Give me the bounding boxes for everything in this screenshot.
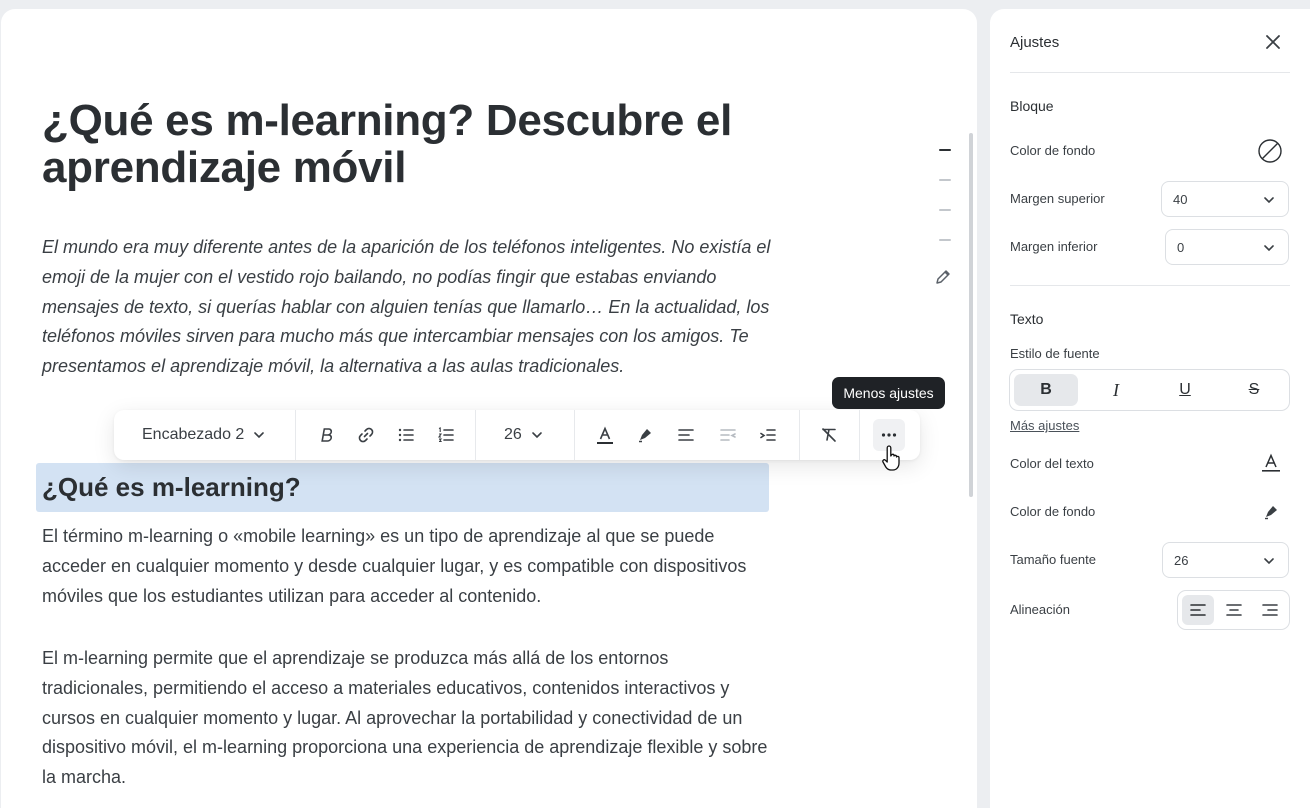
- font-size-label: Tamaño fuente: [1010, 552, 1097, 567]
- font-size-select[interactable]: [1162, 542, 1289, 578]
- link-icon: [356, 425, 376, 445]
- outline-marker-title[interactable]: [939, 149, 951, 151]
- font-size-dropdown[interactable]: [504, 419, 544, 451]
- outline-marker[interactable]: [939, 239, 951, 241]
- tooltip: Menos ajustes: [832, 377, 945, 409]
- align-right-toggle[interactable]: [1254, 595, 1286, 625]
- section-heading[interactable]: ¿Qué es m-learning?: [42, 472, 301, 502]
- bullet-list-icon: [396, 425, 416, 445]
- numbered-list-icon: [436, 425, 456, 445]
- text-color-button[interactable]: [589, 419, 621, 451]
- align-right-icon: [1260, 600, 1280, 620]
- align-center-toggle[interactable]: [1218, 595, 1250, 625]
- font-size-setting-value: 26: [1174, 552, 1189, 568]
- block-type-dropdown[interactable]: [142, 419, 266, 451]
- bold-toggle[interactable]: B: [1014, 374, 1078, 406]
- chevron-down-icon: [1262, 241, 1276, 255]
- highlight-icon: [635, 425, 655, 445]
- highlight-button[interactable]: [629, 419, 661, 451]
- article-title[interactable]: ¿Qué es m-learning? Descubre el aprendizaje móvil: [42, 96, 733, 192]
- editor-canvas[interactable]: [1, 9, 977, 808]
- text-color-icon[interactable]: [1260, 452, 1282, 474]
- margin-top-select[interactable]: [1161, 181, 1289, 217]
- more-settings-link[interactable]: Más ajustes: [1010, 418, 1080, 433]
- pencil-icon[interactable]: [933, 267, 953, 287]
- block-bg-color-label: Color de fondo: [1010, 143, 1096, 158]
- margin-bottom-label: Margen inferior: [1010, 239, 1098, 254]
- clear-format-button[interactable]: [813, 419, 845, 451]
- bold-button[interactable]: [310, 419, 342, 451]
- block-section-title: Bloque: [1010, 98, 1054, 114]
- font-size-value: 26: [504, 426, 522, 443]
- bullet-list-button[interactable]: [390, 419, 422, 451]
- margin-bottom-select[interactable]: [1165, 229, 1289, 265]
- scrollbar[interactable]: [969, 133, 973, 497]
- alignment-label: Alineación: [1010, 602, 1070, 617]
- font-style-label: Estilo de fuente: [1010, 346, 1100, 361]
- divider: [1010, 285, 1290, 286]
- align-left-icon: [1188, 600, 1208, 620]
- text-color-label: Color del texto: [1010, 456, 1094, 471]
- align-center-icon: [1224, 600, 1244, 620]
- toolbar-divider: [859, 410, 860, 460]
- italic-toggle[interactable]: I: [1113, 379, 1119, 400]
- paragraph-2[interactable]: El m-learning permite que el aprendizaje se produzca más allá de los entornos tradicionales, permitiendo el acceso a materiales educativos, contenidos interactivos y cursos en cualquier momento y lugar. Al aprovechar la portabilidad y conectividad de un dispositivo móvil, el m-learning proporciona una experiencia de aprendizaje flexible y sobre la marcha.: [42, 648, 768, 788]
- paragraph-1[interactable]: El término m-learning o «mobile learning» es un tipo de aprendizaje al que se puede acceder en cualquier momento y desde cualquier lugar, y es compatible con dispositivos móviles que los estudiantes utilizan para acceder al contenido.: [42, 526, 747, 606]
- outline-marker[interactable]: [939, 209, 951, 211]
- chevron-down-icon: [1262, 193, 1276, 207]
- strikethrough-toggle[interactable]: S: [1248, 381, 1260, 398]
- underline-toggle[interactable]: U: [1179, 381, 1191, 398]
- align-left-button[interactable]: [670, 419, 702, 451]
- more-icon: [879, 425, 899, 445]
- outline-marker[interactable]: [939, 179, 951, 181]
- block-type-value: Encabezado 2: [142, 426, 245, 443]
- font-style-group: [1009, 369, 1290, 411]
- indent-icon: [758, 425, 778, 445]
- toolbar-divider: [574, 410, 575, 460]
- article-intro[interactable]: El mundo era muy diferente antes de la aparición de los teléfonos inteligentes. No existía el emoji de la mujer con el vestido rojo bailando, no podías fingir que estabas enviando mensajes de texto, si querías hablar con alguien tenías que llamarlo… En la actualidad, los teléfonos móviles sirven para mucho más que intercambiar mensajes con los amigos. Te presentamos el aprendizaje móvil, la alternativa a las aulas tradicionales.: [42, 237, 771, 377]
- alignment-group: [1177, 590, 1290, 630]
- toolbar-divider: [799, 410, 800, 460]
- margin-top-value: 40: [1173, 191, 1188, 207]
- toolbar-divider: [475, 410, 476, 460]
- numbered-list-button[interactable]: [430, 419, 462, 451]
- format-toolbar: [114, 410, 920, 460]
- bold-icon: [316, 425, 336, 445]
- hand-cursor-icon: [880, 444, 904, 472]
- chevron-down-icon: [252, 428, 266, 442]
- divider: [1010, 72, 1290, 73]
- clear-format-icon: [819, 425, 839, 445]
- margin-top-label: Margen superior: [1010, 191, 1105, 206]
- chevron-down-icon: [1262, 554, 1276, 568]
- outdent-button[interactable]: [712, 419, 744, 451]
- text-bg-color-label: Color de fondo: [1010, 504, 1096, 519]
- margin-bottom-value: 0: [1177, 239, 1185, 255]
- close-icon[interactable]: [1262, 31, 1284, 53]
- outdent-icon: [718, 425, 738, 445]
- settings-panel: [990, 9, 1310, 808]
- indent-button[interactable]: [752, 419, 784, 451]
- link-button[interactable]: [350, 419, 382, 451]
- panel-title: Ajustes: [1010, 34, 1060, 51]
- text-section-title: Texto: [1010, 311, 1044, 327]
- chevron-down-icon: [530, 428, 544, 442]
- toolbar-divider: [295, 410, 296, 460]
- text-color-icon: [595, 425, 615, 445]
- align-left-toggle[interactable]: [1182, 595, 1214, 625]
- highlight-icon[interactable]: [1261, 501, 1283, 523]
- align-left-icon: [676, 425, 696, 445]
- no-color-swatch-icon[interactable]: [1257, 138, 1283, 164]
